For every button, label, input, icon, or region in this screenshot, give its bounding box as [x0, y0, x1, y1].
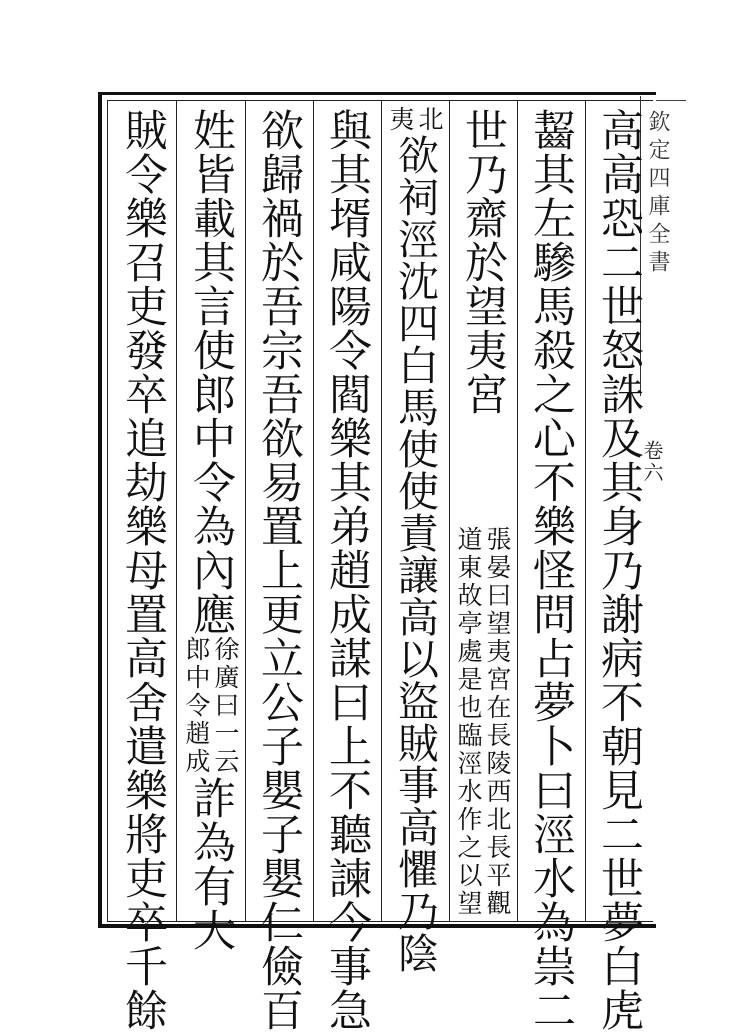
text-column-8 — [113, 108, 173, 1032]
column-text: 詐為有大 — [186, 776, 236, 952]
column-text: 高高恐二世怒誅及其身乃謝病不朝見二世夢白虎 — [594, 108, 644, 1032]
annotation — [454, 526, 512, 918]
margin-rule — [656, 100, 686, 101]
annotation — [386, 106, 444, 134]
text-column-7 — [181, 108, 241, 952]
column-rule — [449, 101, 450, 921]
column-text: 世乃齋於望夷宮 — [458, 108, 508, 416]
column-rule — [245, 101, 246, 921]
annotation-line-right: 徐廣曰一云 — [211, 636, 240, 776]
column-text: 賊令樂召吏發卒追劫樂母置高舍遣樂將吏卒千餘 — [118, 108, 168, 1032]
column-rule — [381, 101, 382, 921]
margin-title-fragment: 欽定四庫全書 — [645, 110, 670, 278]
column-text: 齧其左驂馬殺之心不樂怪問占夢卜曰涇水為祟二 — [526, 108, 576, 1032]
text-column-3 — [453, 108, 513, 918]
annotation-line-left: 道東故亭處是也臨涇水作之以望 — [454, 526, 483, 918]
text-column-2 — [521, 108, 581, 1032]
annotation — [182, 636, 240, 776]
column-rule — [313, 101, 314, 921]
annotation-line-left: 郎中令趙成 — [182, 636, 211, 776]
text-column-5 — [317, 108, 377, 1032]
column-text: 欲祠涇沈四白馬使使責讓高以盜賊事高懼乃陰 — [391, 134, 439, 974]
column-text: 欲歸禍於吾宗吾欲易置上更立公子嬰子嬰仁儉百 — [254, 108, 304, 1032]
text-column-4 — [385, 106, 445, 974]
column-text: 與其壻咸陽令閻樂其弟趙成謀曰上不聽諫今事急 — [322, 108, 372, 1032]
annotation-line-right: 張晏曰望夷宮在長陵西北長平觀 — [483, 526, 512, 918]
text-column-6 — [249, 108, 309, 1032]
column-rule — [585, 101, 586, 921]
column-rule — [517, 101, 518, 921]
column-rule — [176, 101, 177, 921]
annotation-line-left: 夷 — [386, 106, 415, 134]
volume-label: 卷六 — [640, 440, 664, 484]
column-text: 姓皆載其言使郎中令為內應 — [186, 108, 236, 636]
text-column-1 — [589, 108, 649, 1032]
annotation-line-right: 北 — [415, 106, 444, 134]
